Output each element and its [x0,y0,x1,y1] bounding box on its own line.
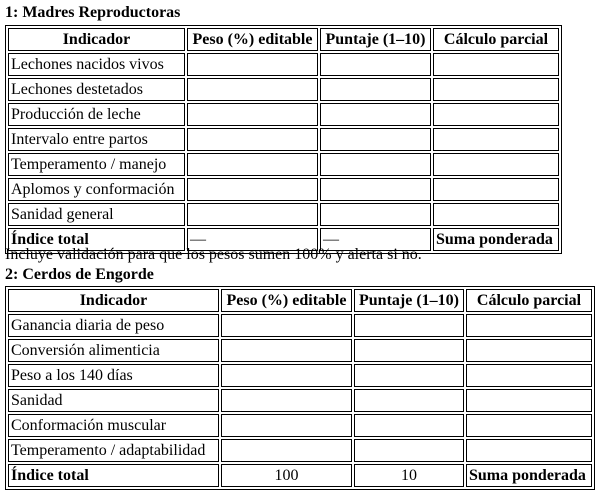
indicator-label: Conversión alimenticia [8,339,219,362]
total-label: Índice total [8,228,185,251]
calculo-cell [466,439,592,462]
puntaje-input-cell[interactable] [320,128,431,151]
table-row [8,314,592,337]
calculo-cell [466,339,592,362]
calculo-cell [466,364,592,387]
peso-input-cell[interactable] [187,78,318,101]
indicator-label: Conformación muscular [8,414,219,437]
total-peso: 100 [221,464,352,487]
header-indicador: Indicador [8,28,185,51]
peso-input-cell[interactable] [187,128,318,151]
indicator-label: Intervalo entre partos [8,128,185,151]
table-row [8,78,559,101]
table-row [8,178,559,201]
peso-input-cell[interactable] [187,53,318,76]
table-row [8,128,559,151]
peso-input-cell[interactable] [187,178,318,201]
peso-input-cell[interactable] [221,414,352,437]
table-row [8,153,559,176]
total-calculo: Suma ponderada [433,228,559,251]
peso-input-cell[interactable] [221,364,352,387]
indicator-label: Temperamento / adaptabilidad [8,439,219,462]
calculo-cell [433,153,559,176]
table-row [8,414,592,437]
header-puntaje: Puntaje (1–10) [354,289,464,312]
peso-input-cell[interactable] [187,103,318,126]
table-row [8,439,592,462]
puntaje-input-cell[interactable] [320,153,431,176]
puntaje-input-cell[interactable] [354,389,464,412]
indicator-label: Sanidad general [8,203,185,226]
indicator-label: Temperamento / manejo [8,153,185,176]
section-2-title: 2: Cerdos de Engorde [5,266,154,283]
madres-reproductoras-table [5,25,562,254]
puntaje-input-cell[interactable] [320,53,431,76]
calculo-cell [433,203,559,226]
table-row [8,53,559,76]
table-row [8,203,559,226]
table-row [8,339,592,362]
header-calculo: Cálculo parcial [466,289,592,312]
puntaje-input-cell[interactable] [320,178,431,201]
peso-input-cell[interactable] [221,314,352,337]
puntaje-input-cell[interactable] [320,78,431,101]
indicator-label: Lechones nacidos vivos [8,53,185,76]
puntaje-input-cell[interactable] [320,203,431,226]
table-row [8,389,592,412]
calculo-cell [433,103,559,126]
total-puntaje: — [320,228,431,251]
total-peso: — [187,228,318,251]
table-row [8,364,592,387]
calculo-cell [433,178,559,201]
header-calculo: Cálculo parcial [433,28,559,51]
peso-input-cell[interactable] [221,439,352,462]
calculo-cell [466,314,592,337]
calculo-cell [466,389,592,412]
puntaje-input-cell[interactable] [354,439,464,462]
header-peso: Peso (%) editable [187,28,318,51]
indicator-label: Ganancia diaria de peso [8,314,219,337]
puntaje-input-cell[interactable] [354,364,464,387]
peso-input-cell[interactable] [221,389,352,412]
puntaje-input-cell[interactable] [320,103,431,126]
section-1-title: 1: Madres Reproductoras [5,4,181,21]
indicator-label: Producción de leche [8,103,185,126]
table-header-row [8,289,592,312]
header-peso: Peso (%) editable [221,289,352,312]
puntaje-input-cell[interactable] [354,339,464,362]
indicator-label: Peso a los 140 días [8,364,219,387]
peso-input-cell[interactable] [187,203,318,226]
header-indicador: Indicador [8,289,219,312]
indicator-label: Aplomos y conformación [8,178,185,201]
calculo-cell [466,414,592,437]
peso-input-cell[interactable] [187,153,318,176]
calculo-cell [433,78,559,101]
total-calculo: Suma ponderada [466,464,592,487]
total-puntaje: 10 [354,464,464,487]
puntaje-input-cell[interactable] [354,414,464,437]
header-puntaje: Puntaje (1–10) [320,28,431,51]
validation-note: Incluye validación para que los pesos sumen 100% y alerta si no. [5,246,422,263]
total-row [8,464,592,487]
cerdos-engorde-table [5,286,595,490]
calculo-cell [433,53,559,76]
peso-input-cell[interactable] [221,339,352,362]
indicator-label: Lechones destetados [8,78,185,101]
total-label: Índice total [8,464,219,487]
puntaje-input-cell[interactable] [354,314,464,337]
table-row [8,103,559,126]
table-header-row [8,28,559,51]
indicator-label: Sanidad [8,389,219,412]
calculo-cell [433,128,559,151]
